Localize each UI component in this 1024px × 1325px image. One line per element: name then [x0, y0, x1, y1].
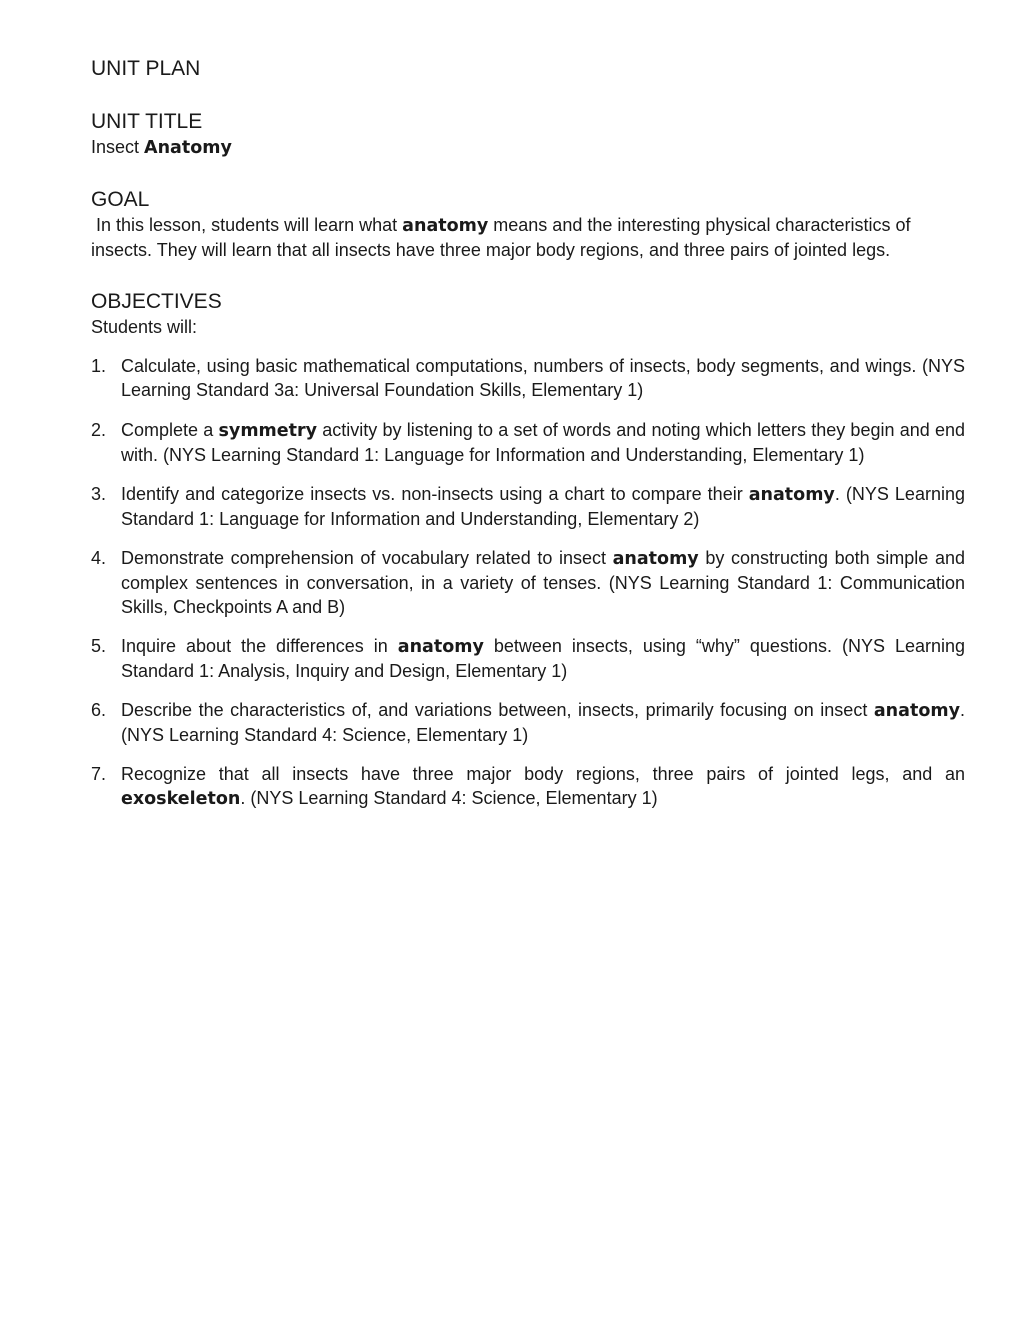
objectives-list	[91, 354, 965, 811]
objective-keyword: anatomy	[397, 637, 484, 657]
objective-text-after: . (NYS Learning Standard 4: Science, Elementary 1)	[121, 700, 965, 745]
objective-keyword: exoskeleton	[121, 789, 241, 809]
goal-heading: GOAL	[91, 188, 150, 211]
objective-text-after: . (NYS Learning Standard 1: Language for Information and Understanding, Elementary 2)	[121, 484, 965, 529]
unit-title-text	[91, 135, 965, 160]
objective-text	[121, 546, 965, 619]
objective-number: 5.	[91, 636, 107, 656]
objective-text-after: activity by listening to a set of words and noting which letters they begin and end with. (NYS Learning Standard 1: Language for Information and Understanding, Elementary 1)	[121, 420, 965, 465]
objective-text-before: Demonstrate comprehension of vocabulary related to insect	[121, 548, 613, 568]
unit-title-section	[91, 109, 965, 160]
unit-title-heading: UNIT TITLE	[91, 110, 203, 133]
objective-text	[121, 698, 965, 747]
objective-text-before: Describe the characteristics of, and variations between, insects, primarily focusing on insect	[121, 700, 874, 720]
goal-text-before: In this lesson, students will learn what	[91, 215, 403, 235]
objective-text-after: between insects, using “why” questions. (NYS Learning Standard 1: Analysis, Inquiry and Design, Elementary 1)	[121, 636, 965, 681]
objective-text-before: Complete a	[121, 420, 219, 440]
objective-item-5	[91, 634, 965, 683]
objective-item-2	[91, 418, 965, 467]
objective-keyword: anatomy	[748, 485, 835, 505]
objective-text-before: Calculate, using basic mathematical computations, numbers of insects, body segments, and wings. (NYS Learning Standard 3a: Universal Foundation Skills, Elementary 1)	[121, 356, 965, 400]
objective-item-1	[91, 354, 965, 403]
objective-text	[121, 354, 965, 403]
objective-text	[121, 762, 965, 811]
document-page	[91, 56, 965, 826]
objective-number: 2.	[91, 420, 107, 440]
goal-text-after: means and the interesting physical characteristics of insects. They will learn that all insects have three major body regions, and three pairs of jointed legs.	[91, 215, 916, 260]
goal-section	[91, 187, 965, 262]
objective-text	[121, 418, 965, 467]
document-header: UNIT PLAN	[91, 57, 201, 80]
objective-number: 6.	[91, 700, 107, 720]
objective-number: 7.	[91, 764, 107, 784]
objective-text	[121, 634, 965, 683]
objective-item-7	[91, 762, 965, 811]
objective-item-3	[91, 482, 965, 531]
objective-text-before: Recognize that all insects have three major body regions, three pairs of jointed legs, and an	[121, 764, 965, 784]
objective-keyword: anatomy	[873, 701, 960, 721]
objective-number: 1.	[91, 356, 107, 376]
objective-text-before: Inquire about the differences in	[121, 636, 398, 656]
objective-text	[121, 482, 965, 531]
objective-text-after: by constructing both simple and complex sentences in conversation, in a variety of tenses. (NYS Learning Standard 1: Communication Skills, Checkpoints A and B)	[121, 548, 965, 617]
unit-title-keyword: Anatomy	[144, 138, 232, 158]
objectives-heading: OBJECTIVES	[91, 290, 222, 313]
header-section	[91, 56, 965, 82]
objective-number: 3.	[91, 484, 107, 504]
objective-keyword: symmetry	[218, 421, 318, 441]
goal-keyword: anatomy	[402, 216, 489, 236]
goal-text	[91, 213, 965, 262]
objective-text-after: . (NYS Learning Standard 4: Science, Elementary 1)	[240, 788, 658, 808]
objective-item-6	[91, 698, 965, 747]
objective-text-before: Identify and categorize insects vs. non-insects using a chart to compare their	[121, 484, 749, 504]
objectives-intro: Students will:	[91, 317, 198, 337]
objective-keyword: anatomy	[612, 549, 699, 569]
unit-title-prefix: Insect	[91, 137, 145, 157]
objective-number: 4.	[91, 548, 107, 568]
objectives-section	[91, 289, 965, 811]
objective-item-4	[91, 546, 965, 619]
